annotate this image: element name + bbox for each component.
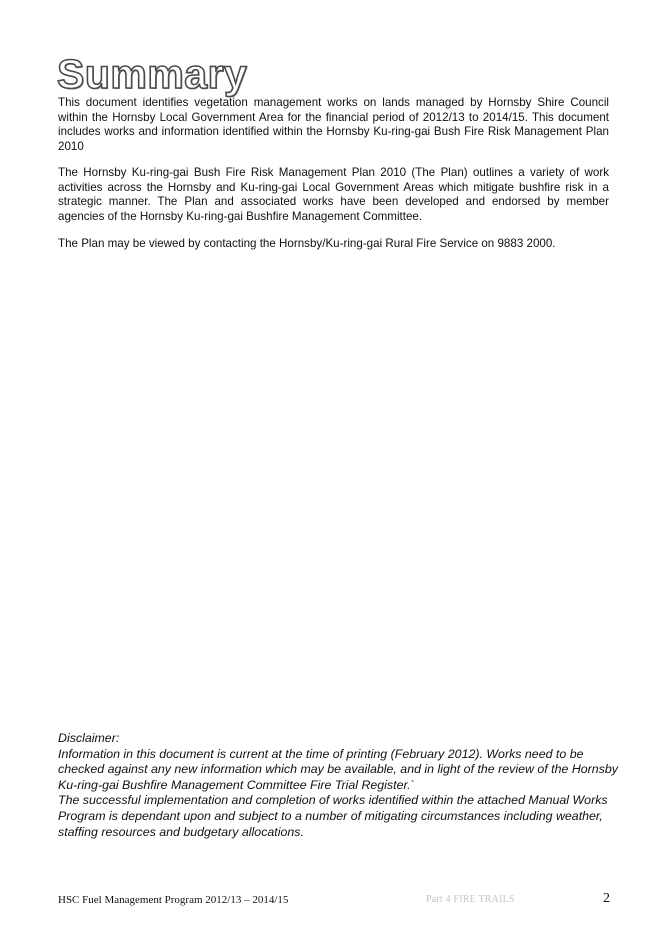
disclaimer-heading: Disclaimer: <box>58 731 120 745</box>
disclaimer-block <box>58 731 618 840</box>
summary-paragraph-3: The Plan may be viewed by contacting the Hornsby/Ku-ring-gai Rural Fire Service on 9883 2000. <box>58 237 556 250</box>
page-number: 2 <box>603 891 610 906</box>
summary-paragraph-2: The Hornsby Ku-ring-gai Bush Fire Risk Management Plan 2010 (The Plan) outlines a variety of work activities across the Hornsby and Ku-ring-gai Local Government Areas which mitigate bushfire risk in a strategic manner. The Plan and associated works have been developed and endorsed by member agencies of the Hornsby Ku-ring-gai Bushfire Management Committee. <box>58 166 609 223</box>
page-title: Summary <box>57 51 248 97</box>
summary-paragraph-1: This document identifies vegetation management works on lands managed by Hornsby Shire Council within the Hornsby Local Government Area for the financial period of 2012/13 to 2014/15. This document includes works and information identified within the Hornsby Ku-ring-gai Bush Fire Risk Management Plan 2010 <box>58 96 609 153</box>
footer-section-label: Part 4 FIRE TRAILS <box>426 894 515 905</box>
page-footer <box>58 892 610 908</box>
disclaimer-text-2: The successful implementation and completion of works identified within the attached Manual Works Program is dependant upon and subject to a number of mitigating circumstances including weather, staffing resources and budgetary allocations. <box>58 793 608 839</box>
footer-document-title: HSC Fuel Management Program 2012/13 – 2014/15 <box>58 894 289 906</box>
disclaimer-text-1: Information in this document is current at the time of printing (February 2012). Works need to be checked against any new information which may be available, and in light of the review of the Hornsby Ku-ring-gai Bushfire Management Committee Fire Trial Register.` <box>58 746 618 792</box>
